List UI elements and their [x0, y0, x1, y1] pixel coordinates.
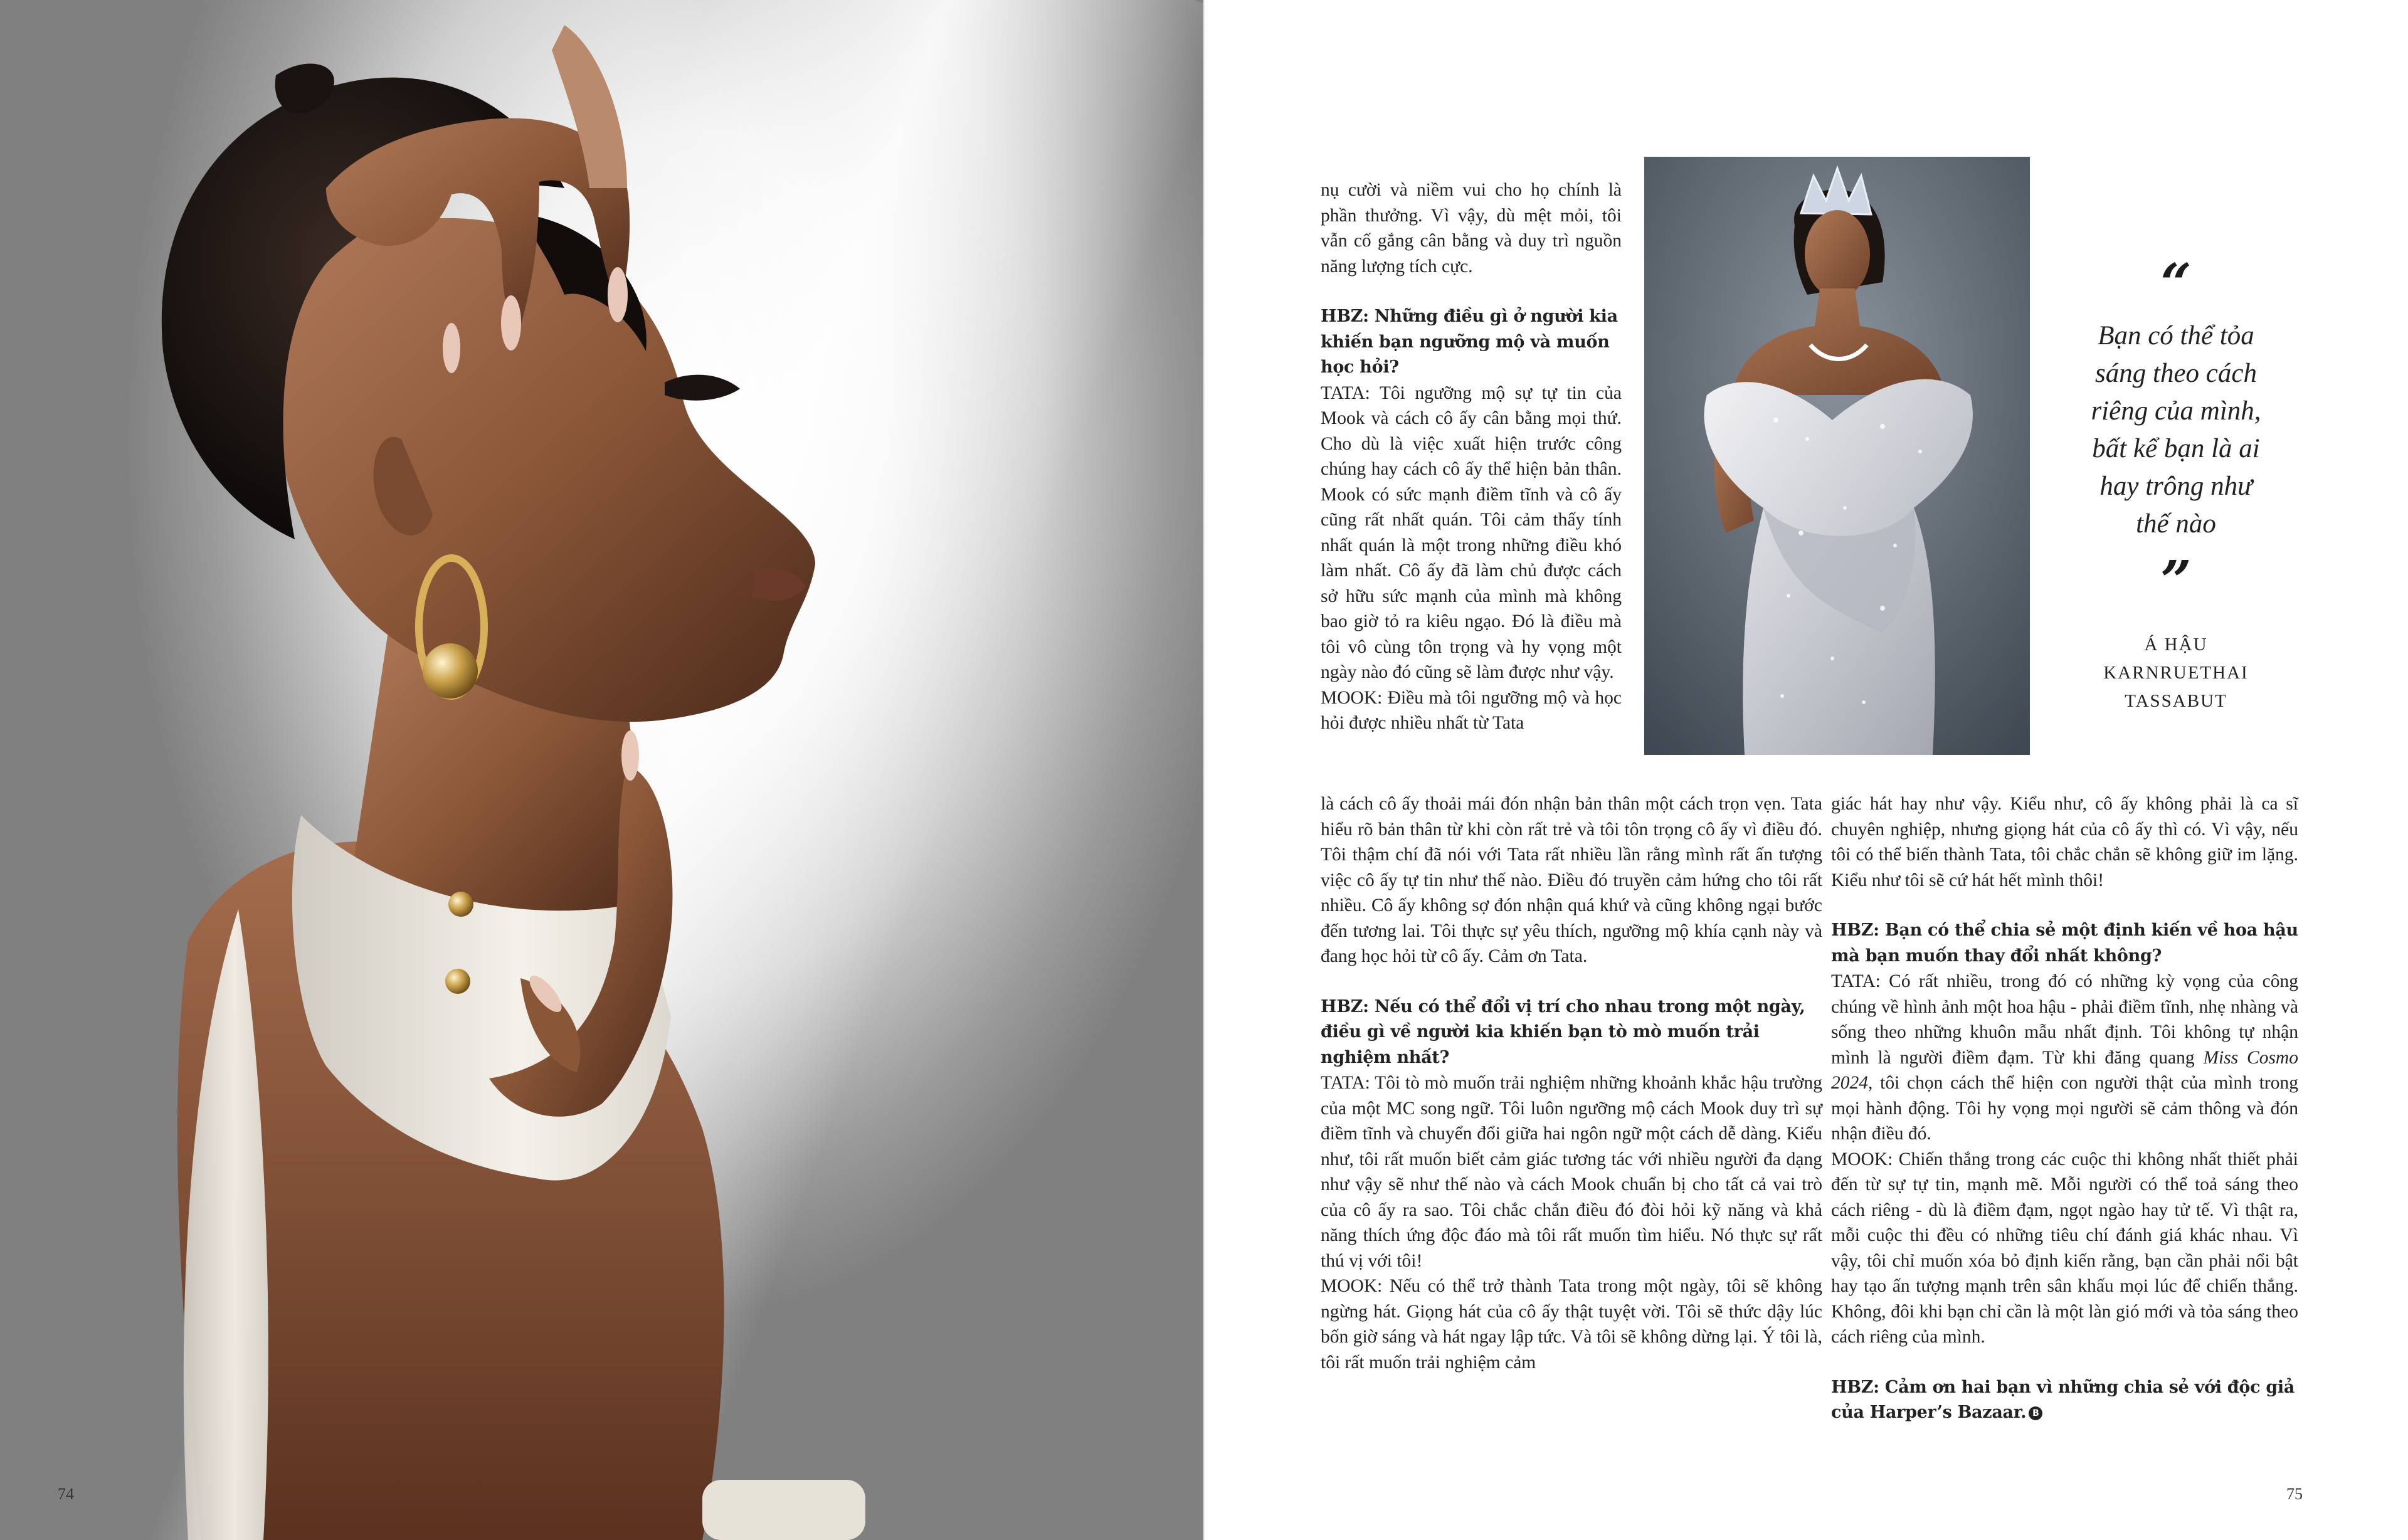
page-gutter — [1203, 0, 1205, 1540]
answer-mook: MOOK: Điều mà tôi ngưỡng mộ và học hỏi được nhiều nhất từ Tata — [1321, 687, 1622, 733]
article-column-top — [1321, 177, 1622, 736]
crowned-contestant-photo — [1644, 157, 2030, 755]
pull-quote-line: thế nào — [2136, 509, 2216, 539]
pull-quote-line: sáng theo cách — [2095, 359, 2257, 388]
answer-mook: MOOK: Nếu có thể trở thành Tata trong một ngày, tôi sẽ không ngừng hát. Giọng hát của cô ấy thật tuyệt vời. Tôi sẽ thức dậy lúc bốn giờ sáng và hát ngay lập tức. Và tôi sẽ không dừng lại. Ý tôi là, tôi rất muốn trải nghiệm cảm — [1321, 1276, 1822, 1373]
answer-tata — [1831, 969, 2298, 1147]
body-paragraph: nụ cười và niềm vui cho họ chính là phần thưởng. Vì vậy, dù mệt mỏi, tôi vẫn cố gắng cân bằng và duy trì nguồn năng lượng tích cực. — [1321, 180, 1622, 277]
pull-quote-line: hay trông như — [2099, 472, 2252, 501]
author-line: KARNRUETHAI — [2103, 663, 2249, 683]
pull-quote-line: Bạn có thể tỏa — [2098, 321, 2254, 351]
pull-quote-text — [2063, 317, 2289, 543]
answer-tata: TATA: Tôi ngưỡng mộ sự tự tin của Mook và cách cô ấy cân bằng mọi thứ. Cho dù là việc xuất hiện trước công chúng hay cách cô ấy thể hiện bản thân. Mook có sức mạnh điềm tĩnh và cô ấy cũng rất nhất quán. Tôi cảm thấy tính nhất quán là một trong những điều khó làm nhất. Cô ấy đã làm chủ được cách sở hữu sức mạnh của mình mà không bao giờ tỏ ra kiêu ngạo. Đó là điều mà tôi vô cùng tôn trọng và hy vọng một ngày nào đó cũng sẽ làm được như vậy. — [1321, 382, 1622, 682]
answer-mook: MOOK: Chiến thắng trong các cuộc thi không nhất thiết phải đến từ sự tự tin, mạnh mẽ. Mỗi người có thể toả sáng theo cách riêng - dù là điềm đạm, ngọt ngào hay tử tế. Vì thật ra, mỗi cuộc thi đều có những tiêu chí đánh giá khác nhau. Vì vậy, tôi chỉ muốn xóa bỏ định kiến rằng, bạn cần phải nổi bật hay tạo ấn tượng mạnh trên sân khấu mọi lúc để chiến thắng. Không, đôi khi bạn chỉ cần là một làn gió mới và tỏa sáng theo cách riêng của mình. — [1831, 1149, 2298, 1347]
closing-text: HBZ: Cảm ơn hai bạn vì những chia sẻ với độc giả của Harper’s Bazaar. — [1831, 1377, 2295, 1422]
author-line: Á HẬU — [2144, 635, 2208, 655]
end-mark-icon: B — [2029, 1406, 2042, 1420]
article-column-left — [1321, 791, 1822, 1375]
answer-tata: TATA: Tôi tò mò muốn trải nghiệm những khoảnh khắc hậu trường của một MC song ngữ. Tôi luôn ngưỡng mộ cách Mook duy trì sự điềm tĩnh và chuyển đổi giữa hai ngôn ngữ một cách dễ dàng. Kiểu như, tôi rất muốn biết cảm giác tương tác với nhiều người đa dạng như vậy sẽ như thế nào và cách Mook chuẩn bị cho tất cả vai trò của cô ấy ra sao. Tôi chắc chắn điều đó đòi hỏi kỹ năng và khả năng thích ứng độc đáo mà tôi rất muốn tìm hiểu. Nó thực sự rất thú vị với tôi! — [1321, 1073, 1822, 1271]
page-number-left: 74 — [58, 1485, 74, 1503]
pull-quote-line: riêng của mình, — [2091, 396, 2261, 426]
answer-mook-continued: là cách cô ấy thoải mái đón nhận bản thân một cách trọn vẹn. Tata hiểu rõ bản thân từ khi còn rất trẻ và tôi tôn trọng cô ấy vì điều đó. Tôi thậm chí đã nói với Tata rất nhiều lần rằng mình rất ấn tượng việc cô ấy tự tin như thế nào. Điều đó truyền cảm hứng cho tôi rất nhiều. Cô ấy không sợ đón nhận quá khứ và cũng không ngại bước đến tương lai. Tôi thực sự yêu thích, ngưỡng mộ khía cạnh này và đang học hỏi từ cô ấy. Cảm ơn Tata. — [1321, 794, 1822, 966]
title-miss-cosmo: Miss Cosmo 2024 — [1831, 1047, 2298, 1093]
pull-quote-author — [2063, 631, 2289, 715]
close-quote-mark: ” — [2160, 549, 2192, 613]
interview-question: HBZ: Những điều gì ở người kia khiến bạn ngưỡng mộ và muốn học hỏi? — [1321, 307, 1618, 377]
page-number-right: 75 — [2286, 1485, 2303, 1503]
closing-line — [1831, 1375, 2298, 1426]
pull-quote-line: bất kể bạn là ai — [2092, 434, 2260, 463]
answer-mook-continued: giác hát hay như vậy. Kiểu như, cô ấy không phải là ca sĩ chuyên nghiệp, nhưng giọng hát của cô ấy thì có. Vì vậy, nếu tôi có thể biến thành Tata, tôi chắc chắn sẽ không giữ im lặng. Kiểu như tôi sẽ cứ hát hết mình thôi! — [1831, 794, 2298, 890]
pull-quote — [2063, 252, 2289, 715]
answer-text: TATA: Có rất nhiều, trong đó có những kỳ vọng của công chúng về hình ảnh một hoa hậu - phải điềm tĩnh, nhẹ nhàng và sống theo những khuôn mẫu nhất định. Tôi không tự nhận mình là người điềm đạm. Từ khi đăng quang — [1831, 971, 2298, 1068]
answer-text: , tôi chọn cách thể hiện con người thật của mình trong mọi hành động. Tôi hy vọng mọi người sẽ cảm thông và đón nhận điều đó. — [1831, 1073, 2298, 1144]
open-quote-mark: “ — [2160, 252, 2192, 315]
article-column-right — [1831, 791, 2298, 1426]
interview-question: HBZ: Bạn có thể chia sẻ một định kiến về hoa hậu mà bạn muốn thay đổi nhất không? — [1831, 920, 2298, 966]
author-line: TASSABUT — [2125, 691, 2227, 711]
interview-question: HBZ: Nếu có thể đổi vị trí cho nhau trong một ngày, điều gì về người kia khiến bạn tò mò muốn trải nghiệm nhất? — [1321, 996, 1805, 1067]
